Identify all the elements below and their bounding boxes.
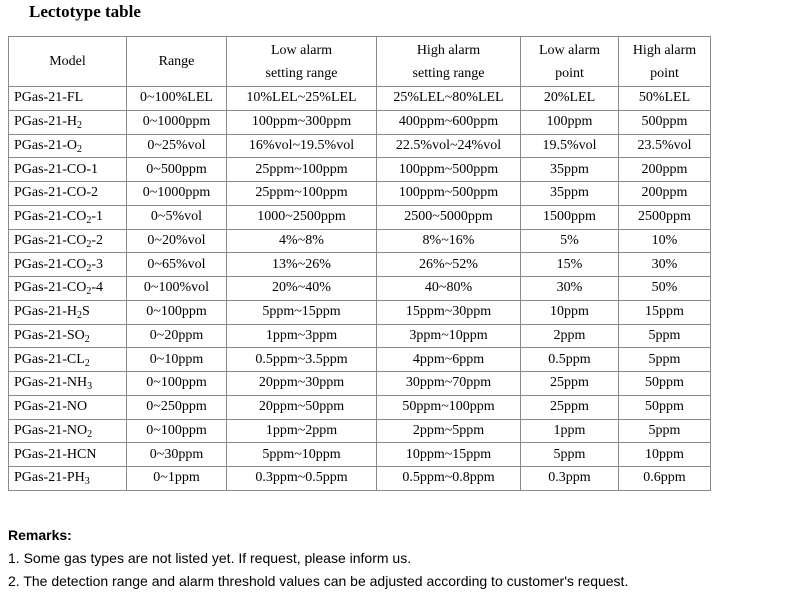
table-cell: 25ppm [521, 395, 619, 419]
table-cell: 0~20%vol [127, 229, 227, 253]
model-name: PGas-21-CO-2 [14, 185, 98, 201]
table-header-row [9, 37, 711, 87]
table-row [9, 277, 711, 301]
table-cell: 1ppm [521, 419, 619, 443]
table-row [9, 87, 711, 111]
table-cell: 0~10ppm [127, 348, 227, 372]
model-name: PGas-21-CO [14, 232, 87, 248]
table-row [9, 205, 711, 229]
column-header-line: Low alarm [270, 42, 333, 58]
table-cell: 0~500ppm [127, 158, 227, 182]
table-cell: 50ppm [619, 372, 711, 396]
model-cell [9, 443, 127, 467]
table-row [9, 134, 711, 158]
table-cell: 0~20ppm [127, 324, 227, 348]
table-cell: 5ppm [619, 419, 711, 443]
model-subscript: 2 [87, 428, 93, 440]
table-cell: 35ppm [521, 182, 619, 206]
model-cell [9, 110, 127, 134]
model-name: PGas-21-H [14, 114, 77, 130]
model-cell [9, 395, 127, 419]
model-suffix: S [82, 304, 90, 320]
model-name: PGas-21-CO [14, 280, 87, 296]
table-cell: 8%~16% [377, 229, 521, 253]
column-header-line: setting range [412, 65, 485, 81]
table-cell: 30ppm~70ppm [377, 372, 521, 396]
table-cell: 5ppm [619, 324, 711, 348]
model-name: PGas-21-NO [14, 422, 88, 438]
column-header-line: point [650, 65, 679, 81]
table-cell: 400ppm~600ppm [377, 110, 521, 134]
table-cell: 0~100%vol [127, 277, 227, 301]
model-cell [9, 229, 127, 253]
table-cell: 0~100ppm [127, 372, 227, 396]
model-name: PGas-21-FL [14, 90, 84, 106]
table-cell: 3ppm~10ppm [377, 324, 521, 348]
table-cell: 0.5ppm [521, 348, 619, 372]
model-subscript: 2 [86, 215, 92, 227]
table-cell: 100ppm~500ppm [377, 158, 521, 182]
table-cell: 100ppm [521, 110, 619, 134]
model-name: PGas-21-O [14, 137, 77, 153]
table-cell: 25ppm [521, 372, 619, 396]
table-cell: 1500ppm [521, 205, 619, 229]
table-row [9, 348, 711, 372]
table-cell: 22.5%vol~24%vol [377, 134, 521, 158]
column-header-line: setting range [265, 65, 338, 81]
model-subscript: 3 [87, 381, 93, 393]
table-cell: 500ppm [619, 110, 711, 134]
model-name: PGas-21-SO [14, 327, 85, 343]
table-row [9, 182, 711, 206]
table-cell: 0~65%vol [127, 253, 227, 277]
table-cell: 1ppm~2ppm [227, 419, 377, 443]
model-cell [9, 253, 127, 277]
model-cell [9, 158, 127, 182]
model-suffix: -3 [91, 256, 104, 272]
model-subscript: 3 [84, 476, 90, 488]
table-cell: 0~1000ppm [127, 182, 227, 206]
table-cell: 5ppm [619, 348, 711, 372]
table-row [9, 158, 711, 182]
model-suffix: -4 [91, 280, 104, 296]
table-cell: 10% [619, 229, 711, 253]
table-cell: 1ppm~3ppm [227, 324, 377, 348]
table-cell: 50ppm~100ppm [377, 395, 521, 419]
table-cell: 10%LEL~25%LEL [227, 87, 377, 111]
model-cell [9, 348, 127, 372]
table-cell: 0.6ppm [619, 467, 711, 491]
table-cell: 2500ppm [619, 205, 711, 229]
table-row [9, 300, 711, 324]
table-cell: 13%~26% [227, 253, 377, 277]
table-cell: 15ppm [619, 300, 711, 324]
column-header [127, 37, 227, 87]
table-cell: 15ppm~30ppm [377, 300, 521, 324]
model-name: PGas-21-CO-1 [14, 161, 98, 177]
remark-item: 2. The detection range and alarm threshold values can be adjusted according to customer's request. [8, 573, 629, 589]
table-cell: 10ppm [521, 300, 619, 324]
table-row [9, 419, 711, 443]
table-cell: 50ppm [619, 395, 711, 419]
table-row [9, 443, 711, 467]
column-header-line: High alarm [416, 42, 481, 58]
model-cell [9, 277, 127, 301]
model-suffix: -1 [91, 209, 104, 225]
table-cell: 2500~5000ppm [377, 205, 521, 229]
table-cell: 25%LEL~80%LEL [377, 87, 521, 111]
table-cell: 5% [521, 229, 619, 253]
table-cell: 16%vol~19.5%vol [227, 134, 377, 158]
model-name: PGas-21-CO [14, 256, 87, 272]
table-cell: 23.5%vol [619, 134, 711, 158]
table-cell: 200ppm [619, 182, 711, 206]
table-cell: 10ppm [619, 443, 711, 467]
table-cell: 4ppm~6ppm [377, 348, 521, 372]
table-cell: 0~250ppm [127, 395, 227, 419]
model-cell [9, 182, 127, 206]
table-cell: 5ppm~15ppm [227, 300, 377, 324]
table-cell: 20ppm~50ppm [227, 395, 377, 419]
table-cell: 15% [521, 253, 619, 277]
page-title: Lectotype table [29, 2, 141, 21]
model-name: PGas-21-NH [14, 375, 88, 391]
model-subscript: 2 [86, 286, 92, 298]
table-cell: 26%~52% [377, 253, 521, 277]
column-header-line: Low alarm [538, 42, 601, 58]
table-cell: 0~100ppm [127, 300, 227, 324]
table-cell: 100ppm~300ppm [227, 110, 377, 134]
remarks-section [8, 524, 628, 593]
table-cell: 0~1000ppm [127, 110, 227, 134]
column-header [9, 37, 127, 87]
table-cell: 19.5%vol [521, 134, 619, 158]
model-cell [9, 372, 127, 396]
table-cell: 0.5ppm~3.5ppm [227, 348, 377, 372]
model-subscript: 2 [84, 357, 90, 369]
table-cell: 30% [619, 253, 711, 277]
column-header [227, 37, 377, 87]
table-cell: 0~25%vol [127, 134, 227, 158]
table-cell: 0~100ppm [127, 419, 227, 443]
model-cell [9, 205, 127, 229]
table-cell: 40~80% [377, 277, 521, 301]
table-cell: 1000~2500ppm [227, 205, 377, 229]
column-header-line: Range [158, 54, 195, 69]
table-cell: 50%LEL [619, 87, 711, 111]
model-name: PGas-21-HCN [14, 446, 97, 462]
table-cell: 20%~40% [227, 277, 377, 301]
model-subscript: 2 [86, 262, 92, 274]
table-cell: 0~30ppm [127, 443, 227, 467]
table-cell: 4%~8% [227, 229, 377, 253]
table-cell: 0~5%vol [127, 205, 227, 229]
table-row [9, 467, 711, 491]
table-cell: 10ppm~15ppm [377, 443, 521, 467]
table-row [9, 372, 711, 396]
table-cell: 25ppm~100ppm [227, 182, 377, 206]
remarks-heading: Remarks: [8, 527, 72, 543]
column-header-line: High alarm [632, 42, 697, 58]
table-cell: 0~100%LEL [127, 87, 227, 111]
model-subscript: 2 [77, 143, 82, 155]
table-cell: 0.5ppm~0.8ppm [377, 467, 521, 491]
table-row [9, 229, 711, 253]
table-cell: 0.3ppm [521, 467, 619, 491]
column-header [619, 37, 711, 87]
remark-item: 1. Some gas types are not listed yet. If request, please inform us. [8, 550, 412, 566]
column-header [521, 37, 619, 87]
model-subscript: 2 [77, 310, 82, 322]
table-row [9, 110, 711, 134]
table-cell: 20ppm~30ppm [227, 372, 377, 396]
model-name: PGas-21-PH [14, 470, 85, 486]
column-header-line: point [555, 65, 584, 81]
table-cell: 2ppm [521, 324, 619, 348]
table-cell: 30% [521, 277, 619, 301]
table-row [9, 253, 711, 277]
table-cell: 100ppm~500ppm [377, 182, 521, 206]
table-cell: 0.3ppm~0.5ppm [227, 467, 377, 491]
model-cell [9, 467, 127, 491]
lectotype-table [8, 36, 711, 491]
model-name: PGas-21-H [14, 304, 77, 320]
table-cell: 50% [619, 277, 711, 301]
table-cell: 35ppm [521, 158, 619, 182]
table-row [9, 395, 711, 419]
model-cell [9, 300, 127, 324]
model-cell [9, 324, 127, 348]
model-cell [9, 87, 127, 111]
table-cell: 5ppm [521, 443, 619, 467]
table-cell: 20%LEL [521, 87, 619, 111]
model-subscript: 2 [84, 333, 90, 345]
table-row [9, 324, 711, 348]
table-cell: 0~1ppm [127, 467, 227, 491]
model-cell [9, 134, 127, 158]
column-header-line: Model [49, 54, 86, 69]
model-suffix: -2 [91, 232, 104, 248]
model-name: PGas-21-CO [14, 209, 87, 225]
table-cell: 25ppm~100ppm [227, 158, 377, 182]
model-subscript: 2 [77, 120, 82, 132]
column-header [377, 37, 521, 87]
table-cell: 2ppm~5ppm [377, 419, 521, 443]
table-cell: 5ppm~10ppm [227, 443, 377, 467]
model-name: PGas-21-CL [14, 351, 85, 367]
table-cell: 200ppm [619, 158, 711, 182]
model-subscript: 2 [86, 238, 92, 250]
model-name: PGas-21-NO [14, 399, 88, 415]
model-cell [9, 419, 127, 443]
